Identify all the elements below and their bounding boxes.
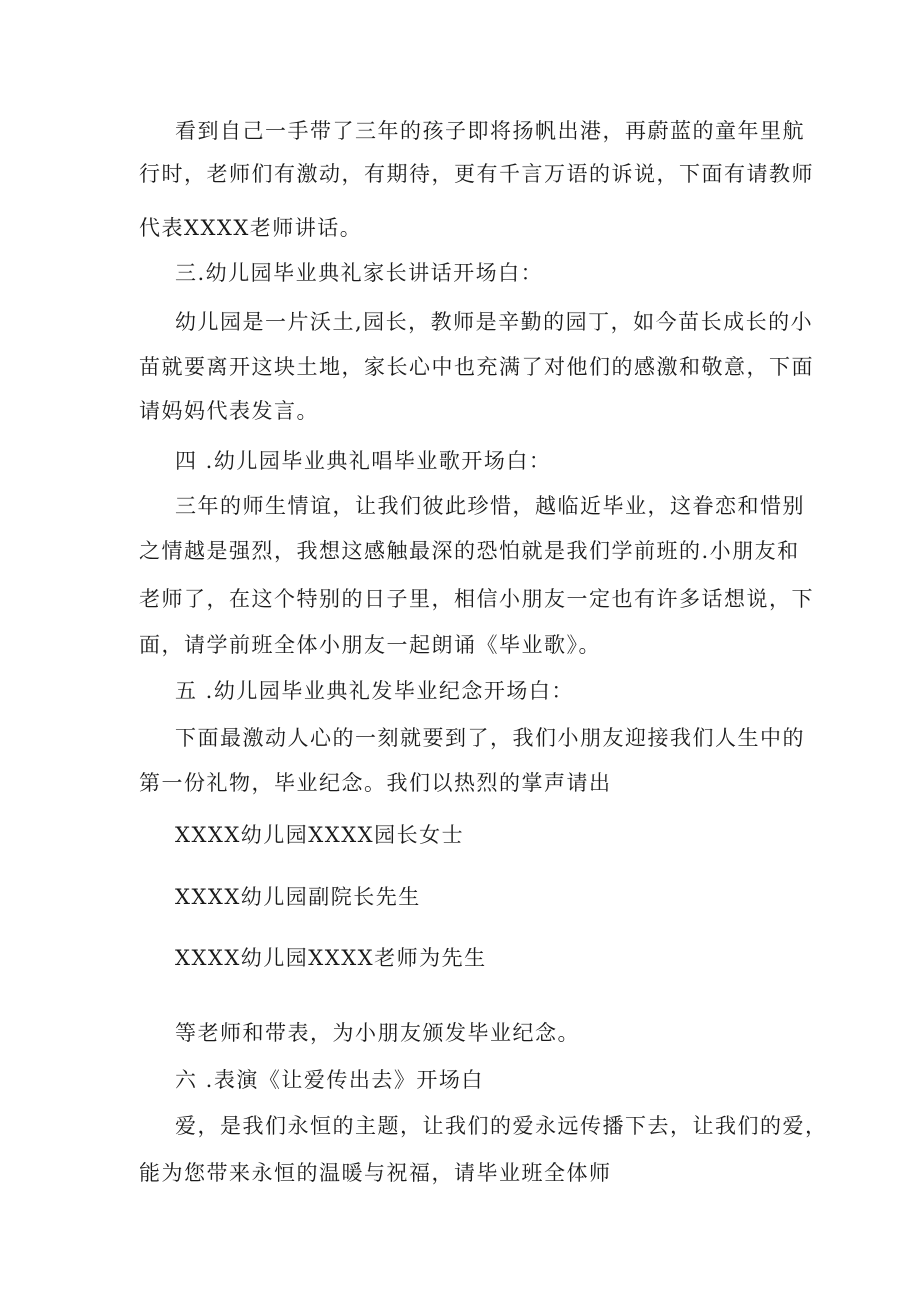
section-heading: 四 .幼儿园毕业典礼唱毕业歌开场白： [175, 449, 552, 473]
section-heading: 六 .表演《让爱传出去》开场白 [175, 1068, 484, 1092]
honoree-line: XXXX幼儿园XXXX园长女士 [175, 823, 465, 847]
paragraph-line: 看到自己一手带了三年的孩子即将扬帆出港，再蔚蓝的童年里航 [175, 119, 805, 143]
section-heading: 三.幼儿园毕业典礼家长讲话开场白： [175, 261, 544, 285]
section-heading: 五 .幼儿园毕业典礼发毕业纪念开场白： [175, 679, 574, 703]
paragraph-line: 代表XXXX老师讲话。 [139, 216, 363, 240]
paragraph-line: 苗就要离开这块土地，家长心中也充满了对他们的感激和敬意，下面 [139, 355, 814, 379]
paragraph-line: 三年的师生情谊，让我们彼此珍惜，越临近毕业，这眷恋和惜别 [175, 494, 805, 518]
paragraph-line: 能为您带来永恒的温暖与祝福，请毕业班全体师 [139, 1161, 612, 1185]
paragraph-line: 行时，老师们有激动，有期待，更有千言万语的诉说，下面有请教师 [139, 162, 814, 186]
paragraph-line: 请妈妈代表发言。 [139, 399, 319, 423]
paragraph-line: 下面最激动人心的一刻就要到了，我们小朋友迎接我们人生中的 [175, 726, 805, 750]
paragraph-line: 第一份礼物，毕业纪念。我们以热烈的掌声请出 [139, 771, 612, 795]
paragraph-line: 老师了，在这个特别的日子里，相信小朋友一定也有许多话想说，下 [139, 587, 814, 611]
paragraph-line: 幼儿园是一片沃土,园长，教师是辛勤的园丁，如今苗长成长的小 [175, 310, 814, 334]
paragraph-line: 面，请学前班全体小朋友一起朗诵《毕业歌》。 [139, 633, 601, 657]
paragraph-line: 之情越是强烈，我想这感触最深的恐怕就是我们学前班的.小朋友和 [139, 539, 800, 563]
paragraph-line: 等老师和带表，为小朋友颁发毕业纪念。 [175, 1021, 580, 1045]
honoree-line: XXXX幼儿园XXXX老师为先生 [175, 946, 487, 970]
paragraph-line: 爱，是我们永恒的主题，让我们的爱永远传播下去，让我们的爱， [175, 1114, 828, 1138]
honoree-line: XXXX幼儿园副院长先生 [175, 885, 421, 909]
